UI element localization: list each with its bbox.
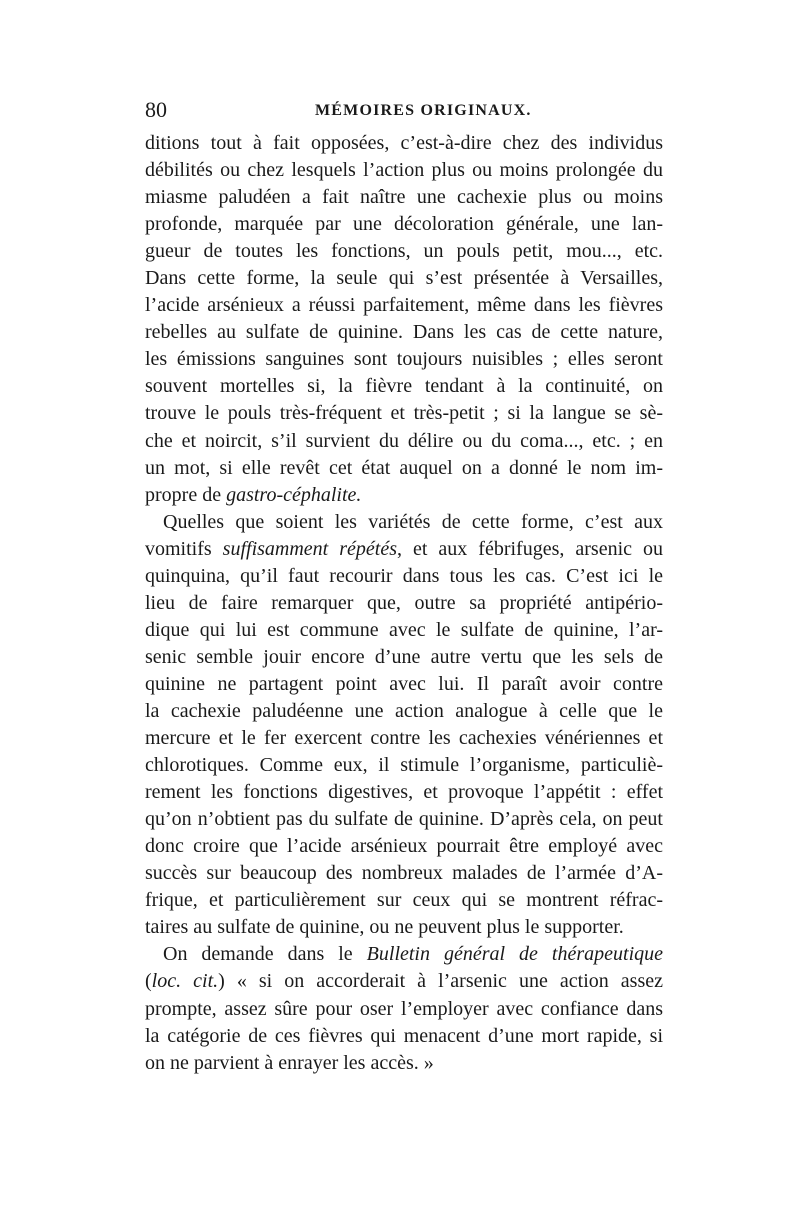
italic-text: gastro-céphalite. [226,483,362,506]
text-line [145,292,663,319]
text-run: trouve le pouls très-fréquent et très-petit ; si la langue se sè- [145,402,663,425]
text-run: qu’on n’obtient pas du sulfate de quinine. D’après cela, on peut [145,808,663,831]
text-line [145,698,663,725]
text-run: Quelles que soient les variétés de cette forme, c’est aux [163,510,663,533]
text-line [145,914,663,941]
text-line [145,563,663,590]
text-run: un mot, si elle revêt cet état auquel on a donné le nom im- [145,456,663,479]
text-line [145,373,663,400]
text-run: che et noircit, s’il survient du délire ou du coma..., etc. ; en [145,429,663,452]
text-line [145,968,663,995]
paragraph [145,130,663,509]
text-line [145,590,663,617]
text-run: Dans cette forme, la seule qui s’est présentée à Versailles, [145,267,663,290]
running-header [145,95,665,125]
text-line [145,1023,663,1050]
text-run: , et aux fébrifuges, arsenic ou [396,537,663,560]
text-line [145,996,663,1023]
text-run: succès sur beaucoup des nombreux malades de l’armée d’A- [145,862,663,885]
text-line [145,1050,663,1077]
text-line [145,482,663,509]
text-run: mercure et le fer exercent contre les cachexies vénériennes et [145,727,663,750]
text-line [145,319,663,346]
text-line [145,671,663,698]
text-line [145,833,663,860]
text-run: senic semble jouir encore d’une autre vertu que les sels de [145,645,663,668]
text-line [145,238,663,265]
body-text [145,130,663,1077]
text-run: ( [145,970,152,993]
text-run: quinine ne partagent point avec lui. Il paraît avoir contre [145,672,663,695]
text-run: on ne parvient à enrayer les accès. » [145,1051,434,1074]
text-run: frique, et particulièrement sur ceux qui se montrent réfrac- [145,889,663,912]
text-run: On demande dans le [163,943,367,966]
text-line [145,130,663,157]
text-run: gueur de toutes les fonctions, un pouls petit, mou..., etc. [145,240,663,263]
text-run: les émissions sanguines sont toujours nuisibles ; elles seront [145,348,663,371]
text-line [145,617,663,644]
italic-text: loc. cit. [151,970,219,993]
text-run: débilités ou chez lesquels l’action plus ou moins prolongée du [145,159,663,182]
text-run: lieu de faire remarquer que, outre sa propriété antipério- [145,591,663,614]
text-run: souvent mortelles si, la fièvre tendant à la continuité, on [145,375,663,398]
italic-text: Bulletin général de thérapeutique [366,943,663,966]
text-line [145,941,663,968]
text-line [145,400,663,427]
text-run: rebelles au sulfate de quinine. Dans les cas de cette nature, [145,321,663,344]
paragraph [145,941,663,1076]
text-run: vomitifs [145,537,223,560]
text-run: quinquina, qu’il faut recourir dans tous les cas. C’est ici le [145,564,663,587]
italic-text: suffisamment répétés [222,537,397,560]
text-line [145,860,663,887]
text-line [145,509,663,536]
text-line [145,887,663,914]
text-run: propre de [145,483,227,506]
text-run: miasme paludéen a fait naître une cachexie plus ou moins [145,186,663,209]
text-run: prompte, assez sûre pour oser l’employer avec confiance dans [145,997,663,1020]
page-number: 80 [145,97,167,122]
text-line [145,644,663,671]
paragraph [145,509,663,942]
text-line [145,779,663,806]
text-line [145,428,663,455]
text-run: taires au sulfate de quinine, ou ne peuvent plus le supporter. [145,916,624,939]
text-run: rement les fonctions digestives, et provoque l’appétit : effet [145,781,663,804]
text-line [145,455,663,482]
text-run: chlorotiques. Comme eux, il stimule l’organisme, particuliè- [145,754,663,777]
text-run: profonde, marquée par une décoloration générale, une lan- [145,213,663,236]
text-line [145,211,663,238]
text-run: l’acide arsénieux a réussi parfaitement, même dans les fièvres [145,294,663,317]
text-line [145,157,663,184]
text-line [145,806,663,833]
text-line [145,346,663,373]
text-run: dique qui lui est commune avec le sulfate de quinine, l’ar- [145,618,663,641]
text-line [145,265,663,292]
running-title: MÉMOIRES ORIGINAUX. [315,102,532,119]
text-run: la cachexie paludéenne une action analogue à celle que le [145,699,663,722]
text-line [145,752,663,779]
text-run: ditions tout à fait opposées, c’est-à-dire chez des individus [145,132,663,154]
text-line [145,725,663,752]
text-run: ) « si on accorderait à l’arsenic une action assez [218,970,663,993]
text-line [145,184,663,211]
text-run: la catégorie de ces fièvres qui menacent d’une mort rapide, si [145,1024,663,1047]
text-line [145,536,663,563]
text-run: donc croire que l’acide arsénieux pourrait être employé avec [145,835,663,858]
